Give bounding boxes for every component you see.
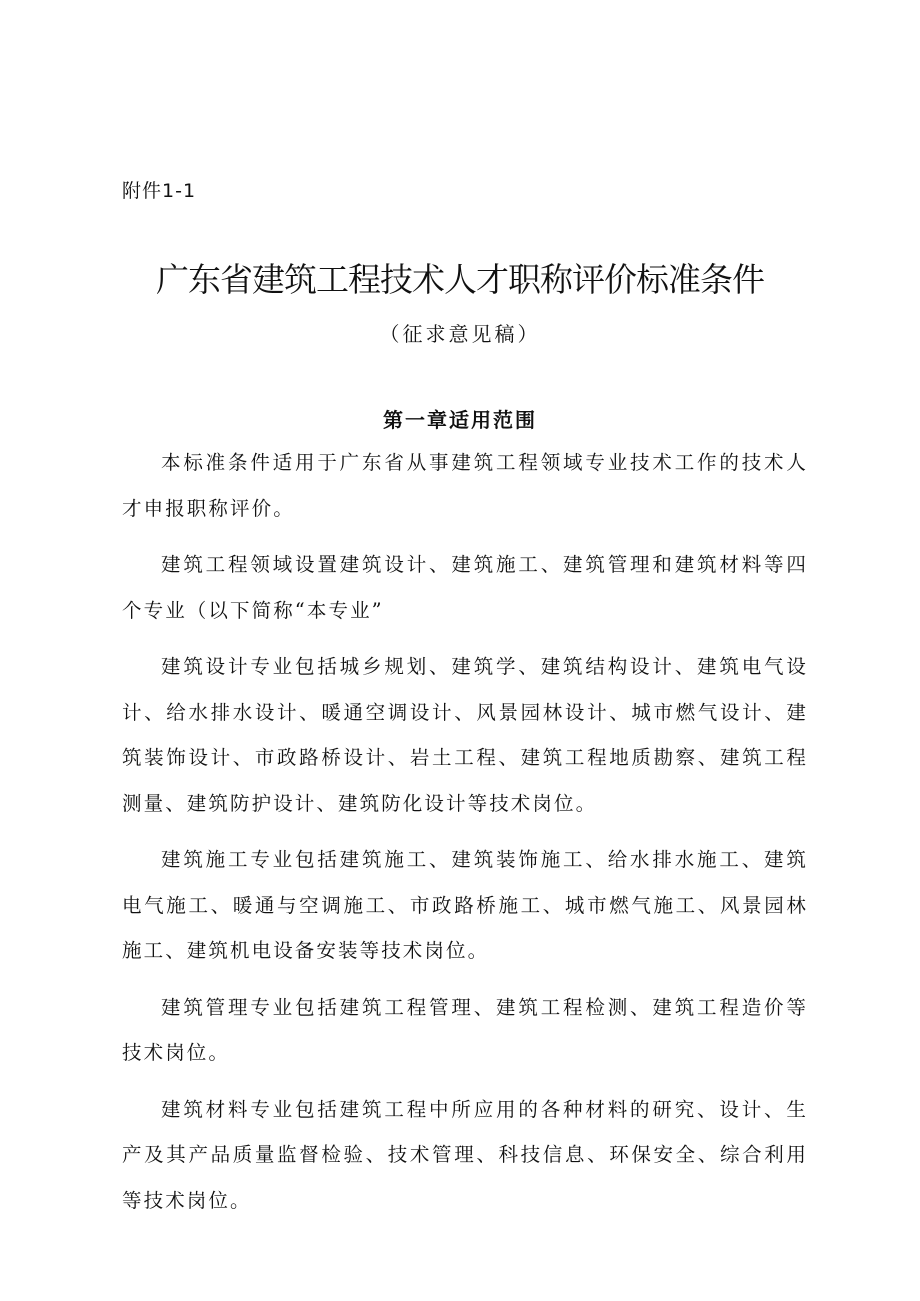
document-title: 广东省建筑工程技术人才职称评价标准条件 (156, 260, 764, 299)
paragraph-materials: 建筑材料专业包括建筑工程中所应用的各种材料的研究、设计、生产及其产品质量监督检验、技术管理、科技信息、环保安全、综合利用等技术岗位。 (122, 1097, 808, 1212)
paragraph-architectural-design: 建筑设计专业包括城乡规划、建筑学、建筑结构设计、建筑电气设计、给水排水设计、暖通空调设计、风景园林设计、城市燃气设计、建筑装饰设计、市政路桥设计、岩土工程、建筑工程地质勘察、建筑工程测量、建筑防护设计、建筑防化设计等技术岗位。 (122, 655, 808, 815)
paragraph-specialties: 建筑工程领域设置建筑设计、建筑施工、建筑管理和建筑材料等四个专业（以下简称“本专业” (122, 553, 808, 622)
paragraph-construction: 建筑施工专业包括建筑施工、建筑装饰施工、给水排水施工、建筑电气施工、暖通与空调施工、市政路桥施工、城市燃气施工、风景园林施工、建筑机电设备安装等技术岗位。 (122, 848, 808, 962)
chapter-heading: 第一章适用范围 (383, 408, 537, 432)
document-body (122, 440, 808, 1234)
attachment-label: 附件1-1 (122, 180, 197, 202)
paragraph-scope: 本标准条件适用于广东省从事建筑工程领域专业技术工作的技术人才申报职称评价。 (122, 451, 808, 520)
document-subtitle: （征求意见稿） (379, 322, 541, 346)
paragraph-management: 建筑管理专业包括建筑工程管理、建筑工程检测、建筑工程造价等技术岗位。 (122, 995, 808, 1064)
